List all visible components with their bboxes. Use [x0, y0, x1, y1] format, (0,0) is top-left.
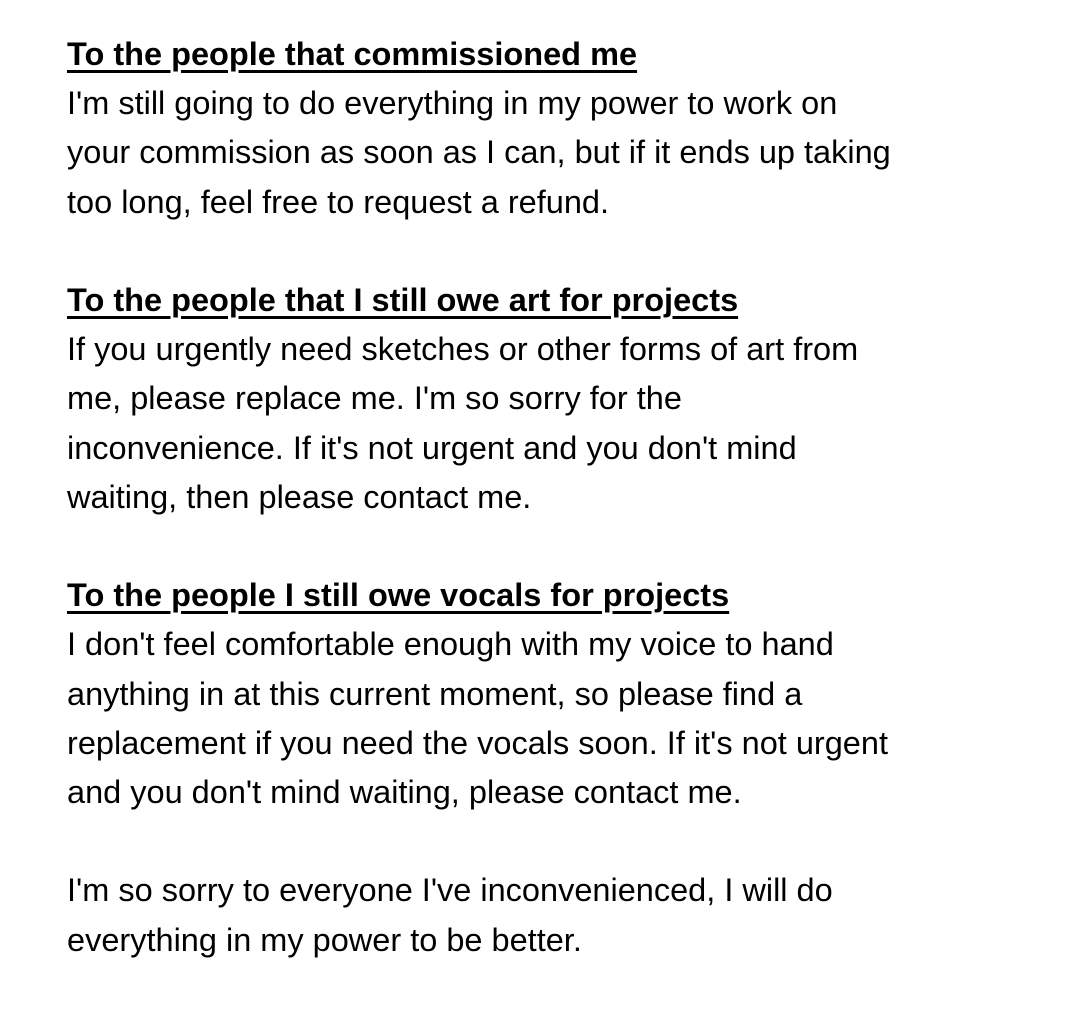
document [67, 30, 1057, 1014]
paragraph-line: replacement if you need the vocals soon. If it's not urgent [67, 724, 888, 761]
section-vocal-projects [67, 571, 1057, 817]
paragraph-line: I don't feel comfortable enough with my voice to hand [67, 626, 834, 663]
paragraph-line: I'm so sorry to everyone I've inconvenienced, I will do [67, 872, 833, 909]
paragraph-line: everything in my power to be better. [67, 921, 582, 958]
paragraph-line: too long, feel free to request a refund. [67, 183, 610, 220]
section-commissions [67, 30, 1057, 227]
paragraph-line: your commission as soon as I can, but if it ends up taking [67, 134, 891, 171]
section-heading: To the people I still owe vocals for projects [67, 577, 730, 614]
paragraph-line: anything in at this current moment, so please find a [67, 675, 803, 712]
section-art-projects [67, 276, 1057, 522]
paragraph-line: waiting, then please contact me. [67, 478, 532, 515]
paragraph-line: I'm still going to do everything in my power to work on [67, 85, 838, 122]
paragraph-line: me, please replace me. I'm so sorry for the [67, 380, 682, 417]
section-heading: To the people that I still owe art for projects [67, 282, 739, 318]
paragraph-line: inconvenience. If it's not urgent and you don't mind [67, 429, 797, 466]
paragraph-line: If you urgently need sketches or other forms of art from [67, 331, 859, 368]
closing-paragraph [67, 866, 1057, 964]
paragraph-line: and you don't mind waiting, please contact me. [67, 774, 742, 811]
section-heading: To the people that commissioned me [67, 36, 638, 72]
